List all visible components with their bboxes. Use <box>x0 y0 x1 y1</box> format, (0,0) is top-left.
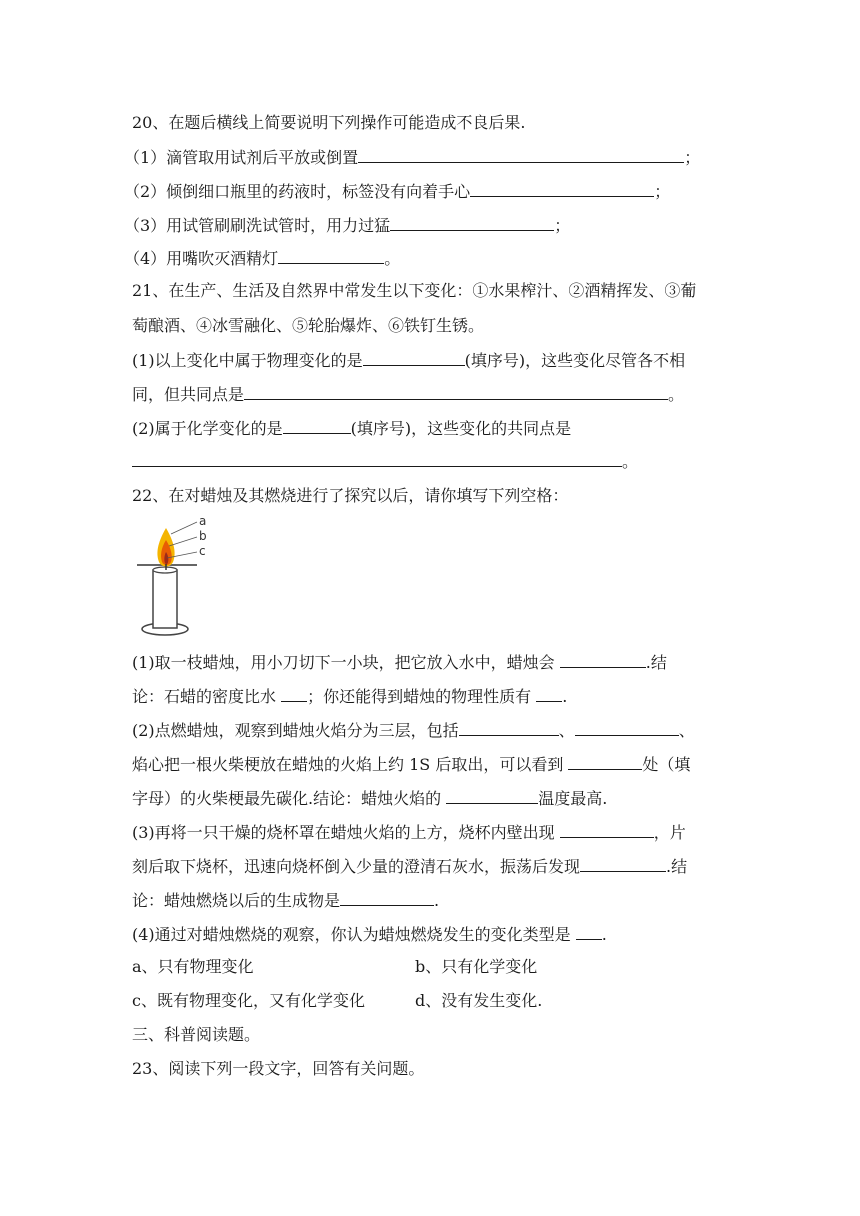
q21-part-2: (2)属于化学变化的是 (填序号)，这些变化的共同点是 <box>132 419 572 438</box>
answer-blank[interactable] <box>132 450 622 467</box>
answer-blank[interactable] <box>390 214 554 231</box>
answer-blank[interactable] <box>459 719 559 736</box>
answer-blank[interactable] <box>340 889 434 906</box>
q20-item-4: （4）用嘴吹灭酒精灯 。 <box>124 249 401 268</box>
q21-part-1-cont: 同，但共同点是 。 <box>132 385 685 404</box>
answer-blank[interactable] <box>281 685 307 702</box>
q22-step-4: (4)通过对蜡烛燃烧的观察，你认为蜡烛燃烧发生的变化类型是 . <box>132 925 607 944</box>
q22-step-3-cont: 刻后取下烧杯，迅速向烧杯倒入少量的澄清石灰水，振荡后发现 .结 <box>132 857 688 876</box>
answer-blank[interactable] <box>568 753 642 770</box>
q22-step-2-cont2: 字母）的火柴梗最先碳化.结论：蜡烛火焰的 温度最高. <box>132 789 608 808</box>
answer-blank[interactable] <box>576 923 602 940</box>
answer-blank[interactable] <box>580 855 666 872</box>
q22-step-1-cont: 论：石蜡的密度比水 ；你还能得到蜡烛的物理性质有 . <box>132 687 568 706</box>
answer-blank[interactable] <box>560 651 646 668</box>
answer-blank[interactable] <box>536 685 562 702</box>
q22-step-2: (2)点燃蜡烛，观察到蜡烛火焰分为三层，包括 、 、 <box>132 721 695 740</box>
option-c[interactable]: c、既有物理变化，又有化学变化 <box>132 991 365 1010</box>
q21-line-1: 21、在生产、生活及自然界中常发生以下变化：①水果榨汁、②酒精挥发、③葡 <box>132 281 697 300</box>
answer-blank[interactable] <box>358 146 684 163</box>
q21-line-2: 萄酿酒、④冰雪融化、⑤轮胎爆炸、⑥铁钉生锈。 <box>132 316 485 335</box>
q22-step-1: (1)取一枝蜡烛，用小刀切下一小块，把它放入水中，蜡烛会 .结 <box>132 653 667 672</box>
answer-blank[interactable] <box>363 349 465 366</box>
candle-body <box>153 570 177 628</box>
q22-step-3-cont2: 论：蜡烛燃烧以后的生成物是 . <box>132 891 440 910</box>
option-a[interactable]: a、只有物理变化 <box>132 957 254 976</box>
option-b[interactable]: b、只有化学变化 <box>415 957 538 976</box>
option-d[interactable]: d、没有发生变化. <box>415 991 543 1010</box>
q23-title: 23、阅读下列一段文字，回答有关问题。 <box>132 1059 425 1078</box>
q20-item-1: （1）滴管取用试剂后平放或倒置 ； <box>124 148 701 167</box>
section-3-heading: 三、科普阅读题。 <box>132 1025 261 1044</box>
answer-blank[interactable] <box>278 247 384 264</box>
answer-blank[interactable] <box>244 383 668 400</box>
answer-blank[interactable] <box>575 719 679 736</box>
q20-item-2: （2）倾倒细口瓶里的药液时，标签没有向着手心 ； <box>124 182 671 201</box>
answer-blank[interactable] <box>283 417 351 434</box>
label-a: a <box>199 514 207 528</box>
answer-blank[interactable] <box>560 821 654 838</box>
q20-item-3: （3）用试管刷刷洗试管时，用力过猛 ； <box>124 216 571 235</box>
q22-step-2-cont: 焰心把一根火柴梗放在蜡烛的火焰上约 1S 后取出，可以看到 处（填 <box>132 755 691 774</box>
label-b: b <box>199 529 207 543</box>
answer-blank[interactable] <box>446 787 538 804</box>
q20-title: 20、在题后横线上简要说明下列操作可能造成不良后果. <box>132 113 526 132</box>
q21-part-1: (1)以上变化中属于物理变化的是 (填序号)，这些变化尽管各不相 <box>132 351 686 370</box>
candle-figure <box>133 508 213 638</box>
answer-blank[interactable] <box>470 180 654 197</box>
q21-part-2-cont: 。 <box>132 450 638 473</box>
q22-title: 22、在对蜡烛及其燃烧进行了探究以后，请你填写下列空格： <box>132 486 569 505</box>
q22-step-3: (3)再将一只干燥的烧杯罩在蜡烛火焰的上方，烧杯内壁出现 ，片 <box>132 823 686 842</box>
label-c: c <box>199 544 206 558</box>
